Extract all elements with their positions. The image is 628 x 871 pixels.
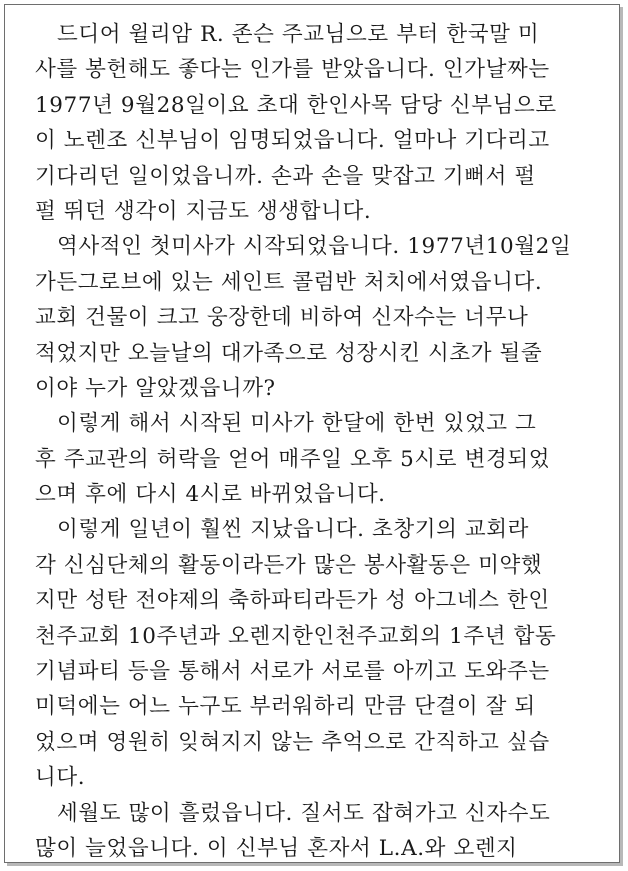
paragraph-4: [35, 512, 613, 795]
text-line: 후 주교관의 허락을 얻어 매주일 오후 5시로 변경되었: [35, 446, 551, 472]
text-line: 가든그로브에 있는 세인트 콜럼반 처치에서였읍니다.: [35, 269, 543, 295]
text-line: 펄 뛰던 생각이 지금도 생생합니다.: [35, 198, 372, 224]
text-line: 많이 늘었읍니다. 이 신부님 혼자서 L.A.와 오렌지: [35, 835, 518, 861]
text-line: 이렇게 해서 시작된 미사가 한달에 한번 있었고 그: [57, 411, 537, 437]
paragraph-2: [35, 229, 613, 406]
text-line: 역사적인 첫미사가 시작되었읍니다. 1977년10월2일: [57, 234, 572, 260]
text-line: 사를 봉헌해도 좋다는 인가를 받았읍니다. 인가날짜는: [35, 57, 550, 83]
text-line: 1977년 9월28일이요 초대 한인사목 담당 신부님으로: [35, 92, 557, 118]
text-line: 이야 누가 알았겠읍니까?: [35, 375, 276, 401]
text-line: 지만 성탄 전야제의 축하파티라든가 성 아그네스 한인: [35, 588, 550, 614]
paragraph-3: [35, 406, 613, 512]
text-line: 세월도 많이 흘렀읍니다. 질서도 잡혀가고 신자수도: [57, 800, 551, 826]
paragraph-5: [35, 796, 613, 867]
text-line: 었으며 영원히 잊혀지지 않는 추억으로 간직하고 싶습: [35, 729, 550, 755]
text-line: 적었지만 오늘날의 대가족으로 성장시킨 시초가 될줄: [35, 340, 543, 366]
text-line: 교회 건물이 크고 웅장한데 비하여 신자수는 너무나: [35, 305, 529, 331]
paragraph-1: [35, 17, 613, 229]
document-body: [35, 17, 613, 866]
text-line: 이 노렌조 신부님이 임명되었읍니다. 얼마나 기다리고: [35, 128, 550, 154]
text-line: 으며 후에 다시 4시로 바뀌었읍니다.: [35, 482, 386, 508]
text-line: 미덕에는 어느 누구도 부러워하리 만큼 단결이 잘 되: [35, 694, 536, 720]
text-line: 천주교회 10주년과 오렌지한인천주교회의 1주년 합동: [35, 623, 557, 649]
text-line: 이렇게 일년이 훨씬 지났읍니다. 초창기의 교회라: [57, 517, 529, 543]
text-line: 기념파티 등을 통해서 서로가 서로를 아끼고 도와주는: [35, 659, 550, 685]
text-line: 기다리던 일이었읍니까. 손과 손을 맞잡고 기뻐서 펄: [35, 163, 536, 189]
text-line: 각 신심단체의 활동이라든가 많은 봉사활동은 미약했: [35, 552, 543, 578]
document-page: [4, 4, 620, 863]
text-line: 드디어 윌리암 R. 존슨 주교님으로 부터 한국말 미: [57, 22, 540, 47]
text-line: 니다.: [35, 765, 86, 791]
